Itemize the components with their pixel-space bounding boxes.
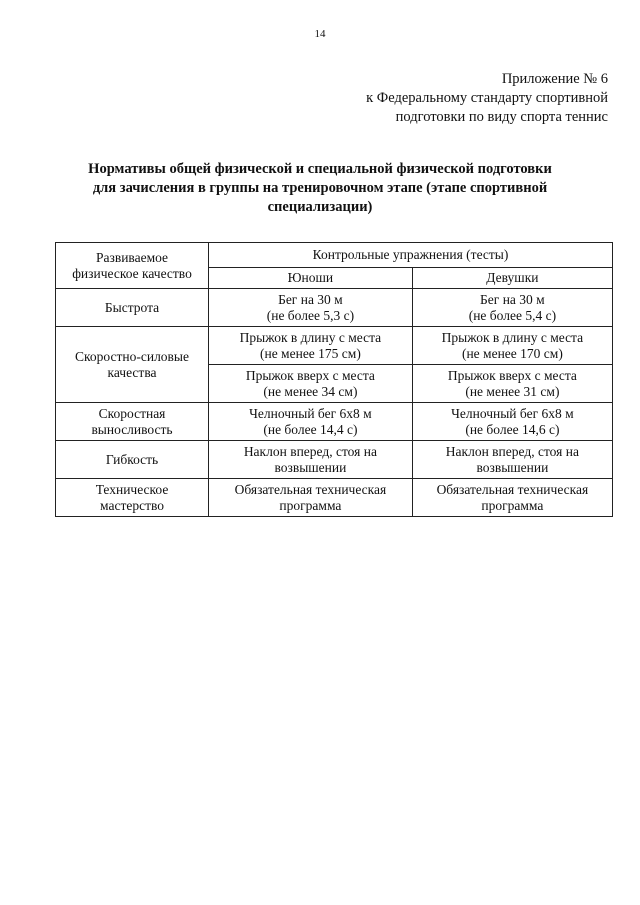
cell-line: (не менее 175 см): [259, 345, 361, 361]
cell-line: Обязательная техническая: [234, 481, 387, 497]
cell-line: Челночный бег 6х8 м: [249, 405, 372, 421]
cell-line: Бег на 30 м: [278, 291, 343, 307]
girls-cell: [412, 365, 612, 403]
header-quality-line: физическое качество: [72, 265, 192, 281]
cell-line: (не более 5,4 с): [468, 307, 557, 323]
girls-cell: [412, 441, 612, 479]
header-tests: Контрольные упражнения (тесты): [209, 243, 613, 268]
cell-line: Бег на 30 м: [480, 291, 545, 307]
header-boys: Юноши: [209, 268, 413, 289]
quality-cell: [56, 327, 209, 403]
cell-line: Прыжок вверх с места: [447, 367, 577, 383]
cell-line: Прыжок вверх с места: [245, 367, 375, 383]
boys-cell: [209, 327, 413, 365]
table-row: [56, 289, 613, 327]
header-quality-line: Развиваемое: [95, 249, 169, 265]
cell-line: Скоростно-силовые: [75, 348, 189, 364]
cell-line: Наклон вперед, стоя на: [445, 443, 579, 459]
cell-line: возвышении: [274, 459, 347, 475]
cell-line: (не более 5,3 с): [266, 307, 355, 323]
quality-cell: [56, 289, 209, 327]
girls-cell: [412, 479, 612, 517]
table-row: [56, 327, 613, 365]
cell-line: (не более 14,4 с): [263, 421, 358, 437]
appendix-line: к Федеральному стандарту спортивной: [366, 90, 608, 106]
header-girls: Девушки: [412, 268, 612, 289]
title-line: Нормативы общей физической и специальной физической подготовки: [88, 161, 552, 177]
quality-cell: [56, 403, 209, 441]
girls-cell: [412, 289, 612, 327]
girls-cell: [412, 327, 612, 365]
cell-line: Прыжок в длину с места: [239, 329, 382, 345]
cell-line: (не менее 31 см): [465, 383, 560, 399]
quality-cell: [56, 479, 209, 517]
cell-line: Наклон вперед, стоя на: [243, 443, 377, 459]
girls-cell: [412, 403, 612, 441]
cell-line: Челночный бег 6х8 м: [451, 405, 574, 421]
cell-line: Обязательная техническая: [436, 481, 589, 497]
cell-line: программа: [279, 497, 342, 513]
cell-line: качества: [107, 364, 157, 380]
cell-line: Прыжок в длину с места: [441, 329, 584, 345]
boys-cell: [209, 289, 413, 327]
table-row: [56, 403, 613, 441]
cell-line: Скоростная: [98, 405, 166, 421]
appendix-line: Приложение № 6: [501, 71, 608, 87]
cell-line: мастерство: [100, 497, 165, 513]
boys-cell: [209, 441, 413, 479]
norms-table: [55, 242, 613, 517]
cell-line: Быстрота: [104, 299, 160, 315]
title-line: для зачисления в группы на тренировочном этапе (этапе спортивной: [92, 180, 548, 196]
page-number: 14: [314, 28, 326, 40]
title-line: специализации): [267, 199, 373, 215]
appendix-line: подготовки по виду спорта теннис: [395, 109, 608, 125]
header-quality: [56, 243, 209, 289]
document-title: [40, 160, 600, 217]
appendix-note: [366, 70, 608, 127]
cell-line: (не менее 34 см): [263, 383, 358, 399]
cell-line: возвышении: [476, 459, 549, 475]
table-header-row: [56, 243, 613, 268]
boys-cell: [209, 365, 413, 403]
cell-line: Гибкость: [105, 451, 159, 467]
cell-line: (не более 14,6 с): [465, 421, 560, 437]
boys-cell: [209, 403, 413, 441]
cell-line: Техническое: [95, 481, 169, 497]
quality-cell: [56, 441, 209, 479]
cell-line: (не менее 170 см): [461, 345, 563, 361]
cell-line: выносливость: [91, 421, 173, 437]
table-row: [56, 479, 613, 517]
cell-line: программа: [481, 497, 544, 513]
boys-cell: [209, 479, 413, 517]
table-row: [56, 441, 613, 479]
